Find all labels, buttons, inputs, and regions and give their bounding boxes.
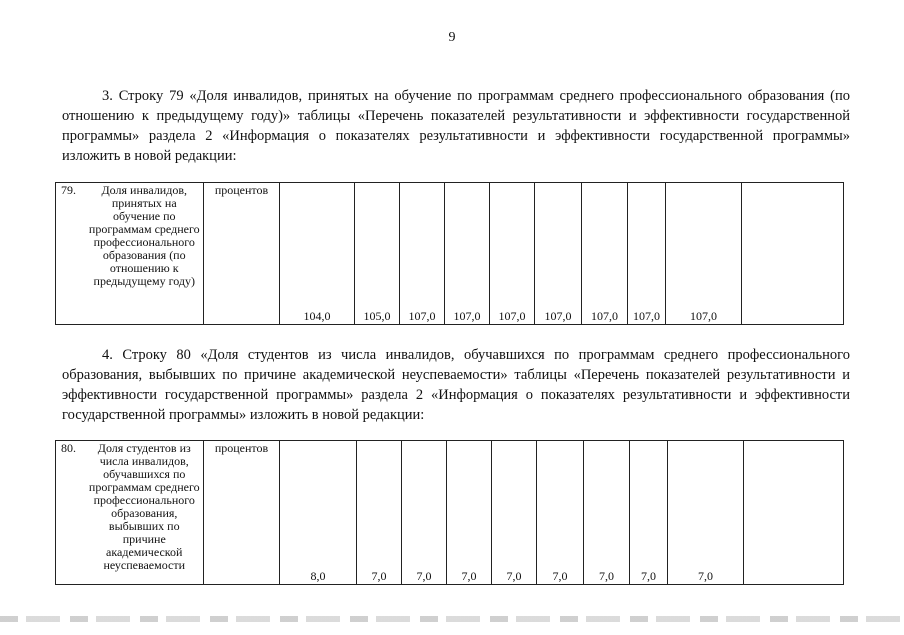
value-cell: 107,0: [445, 183, 490, 325]
scan-artifact-line: [0, 616, 904, 622]
page-number: 9: [448, 30, 456, 45]
value-cell: 107,0: [666, 183, 742, 325]
value-cell: 8,0: [280, 441, 357, 585]
indicator-name: Доля инвалидов, принятых на обучение по программам среднего профессионального образования (по отношению к предыдущему году): [86, 183, 204, 325]
indicator-name: Доля студентов из числа инвалидов, обучавшихся по программам среднего профессионального образования, выбывших по причине академической неуспеваемости: [86, 441, 204, 585]
value-cell: [742, 183, 844, 325]
value-cell: 7,0: [630, 441, 668, 585]
value-cell: 104,0: [280, 183, 355, 325]
paragraph-row-80: 4. Строку 80 «Доля студентов из числа инвалидов, обучавшихся по программам среднего профессионального образования, выбывших по причине академической неуспеваемости» таблицы «Перечень показателей результативности и эффективности государственной программы» раздела 2 «Информация о показателях результативности и эффективности государственной программы» изложить в новой редакции:: [62, 347, 850, 423]
value-cell: 107,0: [628, 183, 666, 325]
value-cell: [744, 441, 844, 585]
unit-cell: процентов: [204, 183, 280, 325]
table-row-80: [55, 440, 844, 585]
value-cell: 7,0: [492, 441, 537, 585]
value-cell: 7,0: [584, 441, 630, 585]
value-cell: 7,0: [402, 441, 447, 585]
value-cell: 107,0: [535, 183, 582, 325]
table-row-79: [55, 182, 844, 325]
value-cell: 107,0: [490, 183, 535, 325]
value-cell: 7,0: [537, 441, 584, 585]
row-number: 80.: [56, 441, 86, 585]
unit-cell: процентов: [204, 441, 280, 585]
value-cell: 107,0: [400, 183, 445, 325]
value-cell: 7,0: [668, 441, 744, 585]
row-number: 79.: [56, 183, 86, 325]
paragraph-row-79: 3. Строку 79 «Доля инвалидов, принятых на обучение по программам среднего профессионального образования (по отношению к предыдущему году)» таблицы «Перечень показателей результативности и эффективности государственной программы» раздела 2 «Информация о показателях результативности и эффективности государственной программы» изложить в новой редакции:: [62, 88, 850, 164]
value-cell: 107,0: [582, 183, 628, 325]
value-cell: 7,0: [357, 441, 402, 585]
value-cell: 105,0: [355, 183, 400, 325]
value-cell: 7,0: [447, 441, 492, 585]
